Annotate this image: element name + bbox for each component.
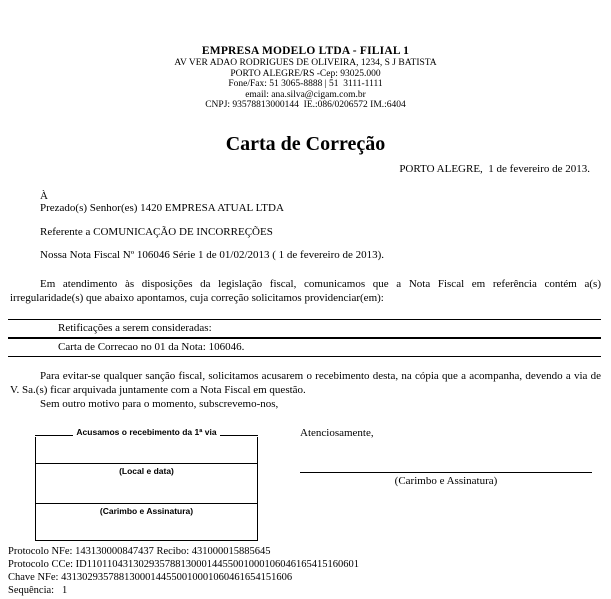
receipt-box-blank-section [36, 437, 257, 463]
company-registry: CNPJ: 93578813000144 IE.:086/0206572 IM.:6404 [205, 100, 406, 110]
receipt-box-title-row [35, 427, 258, 437]
protocolo-nfe-line: Protocolo NFe: 143130000847437 Recibo: 431000015885645 [8, 545, 271, 557]
company-phone: Fone/Fax: 51 3065-8888 | 51 3111-1111 [228, 79, 383, 89]
body-paragraph-3: Sem outro motivo para o momento, subscrevemo-nos, [40, 397, 279, 410]
recipient-block [40, 190, 601, 262]
protocol-footer [8, 545, 611, 597]
closing-column [300, 427, 592, 488]
chave-nfe-line: Chave NFe: 43130293578813000144550010001060461654151606 [8, 571, 293, 583]
corrections-table [8, 319, 601, 357]
company-city-cep: PORTO ALEGRE/RS -Cep: 93025.000 [230, 68, 381, 79]
closing-stamp-label: (Carimbo e Assinatura) [394, 474, 498, 487]
signature-area [0, 427, 611, 541]
corrections-table-header: Retificações a serem consideradas: [8, 320, 601, 339]
corrections-table-row: Carta de Correcao no 01 da Nota: 106046. [8, 339, 601, 357]
recipient-subject: Referente a COMUNICAÇÃO DE INCORREÇÕES [40, 225, 273, 238]
carimbo-assinatura-label: (Carimbo e Assinatura) [99, 505, 194, 516]
recipient-name: Prezado(s) Senhor(es) 1420 EMPRESA ATUAL LTDA [40, 202, 284, 214]
invoice-reference: Nossa Nota Fiscal Nº 106046 Série 1 de 01/02/2013 ( 1 de fevereiro de 2013). [40, 249, 385, 261]
company-name: EMPRESA MODELO LTDA - FILIAL 1 [201, 45, 410, 57]
document-title: Carta de Correção [225, 132, 386, 155]
receipt-box-column [35, 427, 258, 541]
recipient-salutation: À [40, 189, 48, 202]
receipt-box-title: Acusamos o recebimento da 1ª via [76, 426, 217, 437]
sequencia-line: Sequência: 1 [8, 584, 68, 596]
body-paragraph-1: Em atendimento às disposições da legislação fiscal, comunicamos que a Nota Fiscal em referência contém a(s) irregularidade(s) que abaixo apontamos, cuja correção solicitamos providenciar(em): [10, 277, 601, 304]
receipt-box [35, 437, 258, 541]
company-address: AV VER ADAO RODRIGUES DE OLIVEIRA, 1234, S J BATISTA [174, 58, 437, 68]
body-paragraph-2: Para evitar-se qualquer sanção fiscal, solicitamos acusarem o recebimento desta, na cópia que a acompanha, devendo a via de V. Sa.(s) ficar arquivada juntamente com a Nota Fiscal em questão. [10, 369, 601, 396]
signature-line [300, 472, 592, 473]
receipt-title-left-rule [35, 435, 73, 436]
letterhead [0, 0, 611, 111]
local-e-data-label: (Local e data) [119, 465, 174, 476]
dateline: PORTO ALEGRE, 1 de fevereiro de 2013. [399, 162, 590, 175]
protocolo-cce-line: Protocolo CCe: ID1101104313029357881300014455001000106046165415160601 [8, 558, 359, 570]
receipt-box-local-section [36, 463, 257, 503]
receipt-title-right-rule [220, 435, 258, 436]
receipt-box-stamp-section [36, 503, 257, 540]
closing-salutation: Atenciosamente, [300, 426, 374, 439]
company-email: email: ana.silva@cigam.com.br [245, 89, 366, 100]
